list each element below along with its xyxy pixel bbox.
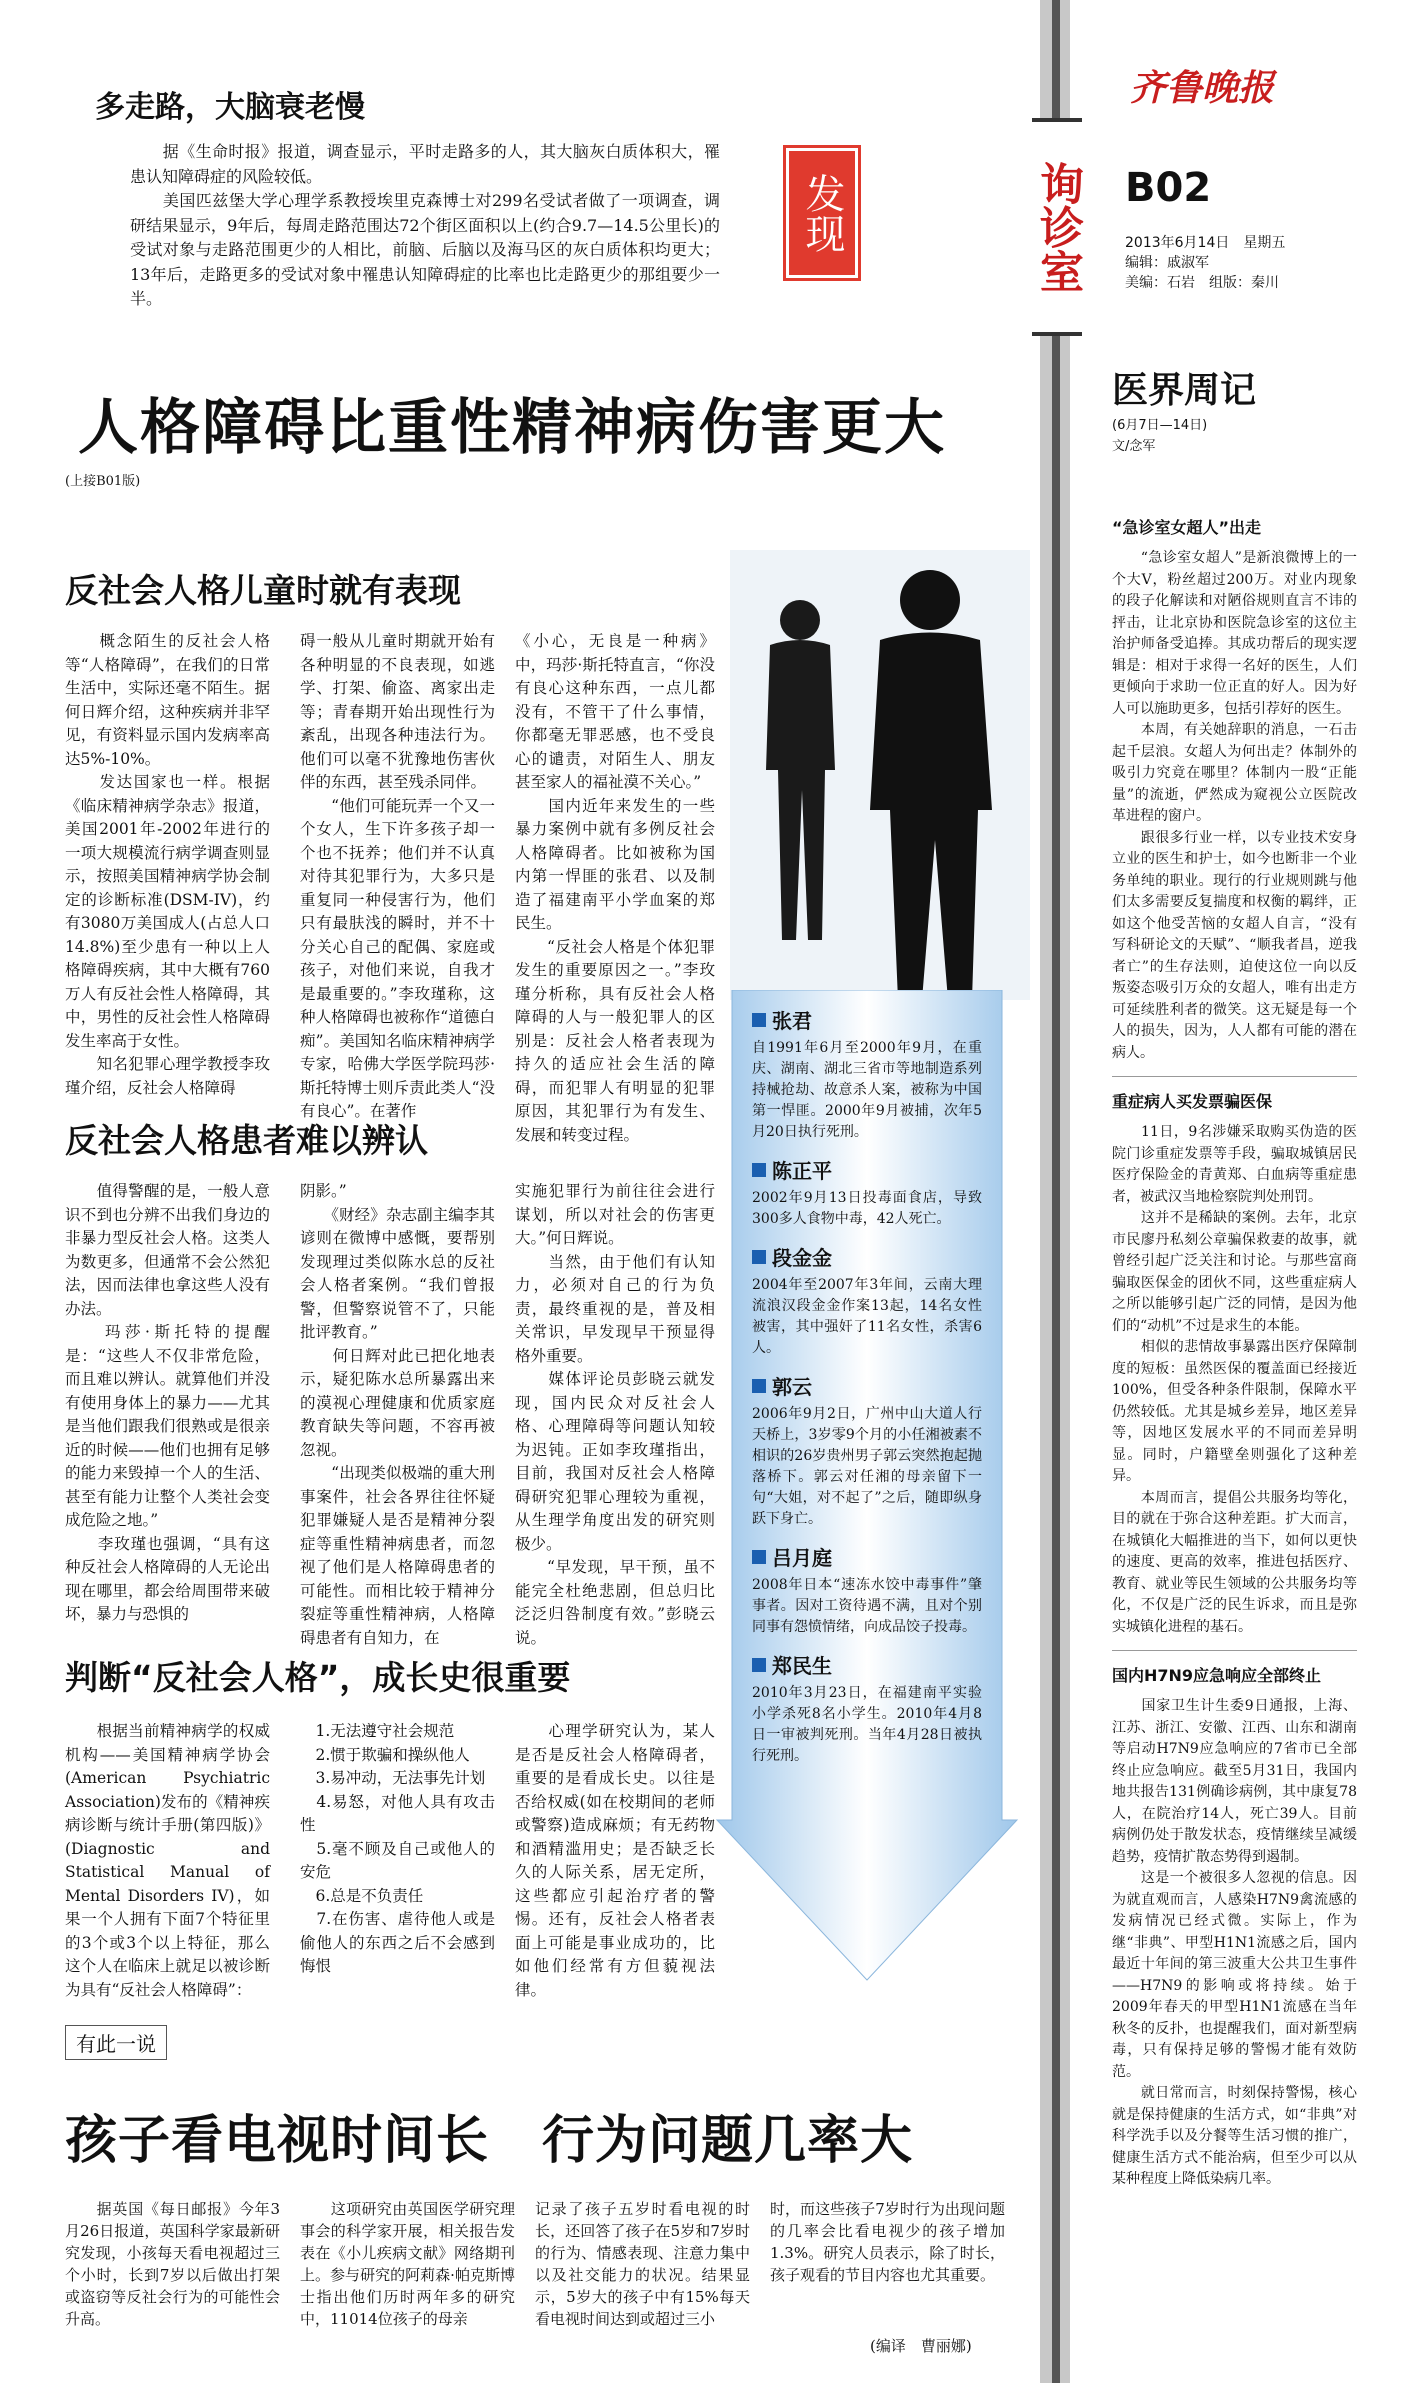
timeline-body: 2004年至2007年3年间，云南大理流浪汉段金金作案13起，14名女性被害，其中强奸了11名女性，杀害6人。 <box>752 1277 982 1356</box>
divider <box>1112 1650 1357 1651</box>
timeline-name: 陈正平 <box>772 1159 832 1183</box>
section1-title: 反社会人格儿童时就有表现 <box>65 571 461 610</box>
masthead-meta <box>1125 233 1285 293</box>
weekly-item-body: 国家卫生计生委9日通报，上海、江苏、浙江、安徽、江西、山东和湖南等启动H7N9应急响应的7省市已全部终止应急响应。截至5月31日，我国内地共报告131例确诊病例，其中康复78人，在院治疗14人，死亡39人。目前病例仍处于散发状态，疫情继续呈减缓趋势，疫情扩散态势得到遏制。 这是一个被很多人忽视的信息。因为就直观而言，人感染H7N9禽流感的发病情况已经式微。实际上，作为继“非典”、甲型H1N1流感之后，国内最近十年间的第三波重大公共卫生事件——H7N9的影响或将持续。始于2009年春天的甲型H1N1流感在当年秋冬的反扑，也提醒我们，面对新型病毒，只有保持足够的警惕才能有效防范。 就日常而言，时刻保持警惕，核心就是保持健康的生活方式，如“非典”对科学洗手以及分餐等生活习惯的推广，健康生活方式不能治病，但至少可以从某种程度上降低染病几率。 <box>1112 1698 1357 2187</box>
weekly-item-title: 重症病人买发票骗医保 <box>1112 1092 1273 1111</box>
section3-col3: 心理学研究认为，某人是否是反社会人格障碍者，重要的是看成长史。以往是否给权威(如在校期间的老师或警察)造成麻烦；有无药物和酒精滥用史；是否缺乏长久的人际关系，居无定所，这些都应引起治疗者的警惕。还有，反社会人格者表面上可能是事业成功的，比如他们经常有方但藐视法律。 <box>515 1722 715 1999</box>
section2-col1: 值得警醒的是，一般人意识不到也分辨不出我们身边的非暴力型反社会人格。这类人为数更多，但通常不会公然犯法，因而法律也拿这些人没有办法。 玛莎·斯托特的提醒是：“这些人不仅非常危险，而且难以辨认。就算他们并没有使用身体上的暴力——尤其是当他们跟我们很熟或是很亲近的时候——他们也拥有足够的能力来毁掉一个人的生活、甚至有能力让整个人类社会变成危险之地。” 李玫瑾也强调，“具有这种反社会人格障碍的人无论出现在哪里，都会给周围带来破坏，暴力与恐惧的 <box>65 1182 270 1623</box>
top-story-title: 多走路，大脑衰老慢 <box>95 90 365 125</box>
editor-line: 编辑：戚淑军 <box>1125 255 1209 271</box>
section1-col3: 《小心，无良是一种病》中，玛莎·斯托特直言，“你没有良心这种东西，一点儿都没有，不管干了什么事情，你都毫无罪恶感，也不受良心的谴责，对陌生人、朋友甚至家人的福祉漠不关心。” 国内近年来发生的一些暴力案例中就有多例反社会人格障碍者。比如被称为国内第一悍匪的张君、以及制造了福建南平小学血案的郑民生。 “反社会人格是个体犯罪发生的重要原因之一。”李玫瑾分析称，具有反社会人格障碍的人与一般犯罪人的区别是：反社会人格者表现为持久的适应社会生活的障碍，而犯罪人有明显的犯罪原因，其犯罪行为有发生、发展和转变过程。 <box>515 632 715 1144</box>
timeline-body: 2006年9月2日，广州中山大道人行天桥上，3岁零9个月的小任湘被素不相识的26岁贵州男子郭云突然抱起抛落桥下。郭云对任湘的母亲留下一句“大姐，对不起了”之后，随即纵身跃下身亡。 <box>752 1406 982 1527</box>
bullet-square-icon <box>752 1250 766 1264</box>
bottom-col3: 记录了孩子五岁时看电视的时长，还回答了孩子在5岁和7岁时的行为、情感表现、注意力集中以及社交能力的状况。结果显示，5岁大的孩子中有15%每天看电视时间达到或超过三小 <box>535 2200 750 2328</box>
weekly-author: 文/念军 <box>1112 439 1156 454</box>
bullet-square-icon <box>752 1163 766 1177</box>
timeline-name: 郭云 <box>772 1375 812 1399</box>
timeline-item <box>752 1005 982 1143</box>
top-story-body: 据《生命时报》报道，调查显示，平时走路多的人，其大脑灰白质体积大，罹患认知障碍症的风险较低。 美国匹兹堡大学心理学系教授埃里克森博士对299名受试者做了一项调查，调研结果显示，9年后，每周走路范围达72个街区面积以上(约合9.7—14.5公里长)的受试对象与走路范围更少的人相比，前脑、后脑以及海马区的灰白质体积均更大；13年后，走路更多的受试对象中罹患认知障碍症的比率也比走路更少的那组要少一半。 <box>130 142 720 308</box>
column-tag: 有此一说 <box>65 2025 167 2060</box>
timeline-body: 自1991年6月至2000年9月，在重庆、湖南、湖北三省市等地制造系列持械抢劫、故意杀人案，被称为中国第一悍匪。2000年9月被捕，次年5月20日执行死刑。 <box>752 1040 982 1140</box>
weekly-meta <box>1112 415 1207 457</box>
section-label: 询诊室 <box>1032 118 1082 336</box>
timeline-name: 郑民生 <box>772 1654 832 1678</box>
weekly-dates: (6月7日—14日) <box>1112 418 1208 433</box>
bottom-col4: 时，而这些孩子7岁时行为出现问题的几率会比看电视少的孩子增加1.3%。研究人员表示，除了时长，孩子观看的节目内容也尤其重要。 <box>770 2200 1005 2284</box>
weekly-item-body: 11日，9名涉嫌采取购买伪造的医院门诊重症发票等手段，骗取城镇居民医疗保险金的青黄郑、白血病等重症患者，被武汉当地检察院判处刑罚。 这并不是稀缺的案例。去年，北京市民廖丹私刻公章骗保救妻的故事，就曾经引起广泛关注和讨论。与那些富商骗取医保金的团伙不同，这些重症病人之所以能够引起广泛的同情，是因为他们的“动机”不过是求生的本能。 相似的悲情故事暴露出医疗保障制度的短板：虽然医保的覆盖面已经接近100%，但受各种条件限制，保障水平仍然较低。尤其是城乡差异，地区差异等，因地区发展水平的不同而差异明显。同时，户籍壁垒则强化了这种差异。 本周而言，提倡公共服务均等化，目的就在于弥合这种差距。扩大而言，在城镇化大幅推进的当下，如何以更快的速度、更高的效率，推进包括医疗、教育、就业等民生领域的公共服务均等化，不仅是广泛的民生诉求，而且是弥实城镇化进程的基石。 <box>1112 1124 1357 1635</box>
issue-date: 2013年6月14日 星期五 <box>1125 235 1286 251</box>
timeline-item <box>752 1242 982 1359</box>
newspaper-logo: 齐鲁晚报 <box>1130 67 1275 109</box>
timeline-item <box>752 1155 982 1230</box>
timeline-body: 2008年日本“速冻水饺中毒事件”肇事者。因对工资待遇不满，且对个别同事有怨愤情绪，向成品饺子投毒。 <box>752 1577 982 1635</box>
bullet-square-icon <box>752 1379 766 1393</box>
continued-note: (上接B01版) <box>65 474 141 489</box>
section2-title: 反社会人格患者难以辨认 <box>65 1121 428 1160</box>
sidebar-divider-inner <box>1052 0 1060 2383</box>
timeline-body: 2002年9月13日投毒面食店，导致300多人食物中毒，42人死亡。 <box>752 1190 982 1227</box>
section1-col1: 概念陌生的反社会人格等“人格障碍”，在我们的日常生活中，实际还毫不陌生。据何日辉介绍，这种疾病并非罕见，有资料显示国内发病率高达5%-10%。 发达国家也一样。根据《临床精神病学杂志》报道，美国2001年-2002年进行的一项大规模流行病学调查则显示，按照美国精神病学协会制定的诊断标准(DSM-IV)，约有3080万美国成人(占总人口14.8%)至少患有一种以上人格障碍疾病，其中大概有760万人有反社会性人格障碍，其中，男性的反社会性人格障碍发生率高于女性。 知名犯罪心理学教授李玫瑾介绍，反社会人格障碍 <box>65 632 270 1097</box>
weekly-item-title: 国内H7N9应急响应全部终止 <box>1112 1666 1322 1685</box>
bottom-byline: (编译 曹丽娜) <box>870 2337 972 2355</box>
timeline-list <box>752 1005 982 1779</box>
section3-col2: 1.无法遵守社会规范 2.惯于欺骗和操纵他人 3.易冲动，无法事先计划 4.易怒，对他人具有攻击性 5.毫不顾及自己或他人的安危 6.总是不负责任 7.在伤害、虐待他人或是偷他人的东西之后不会感到悔恨 <box>300 1722 495 1975</box>
businessmen-illustration <box>730 540 1040 1010</box>
page-number: B02 <box>1125 165 1212 211</box>
section3-col1: 根据当前精神病学的权威机构——美国精神病学协会(American Psychiatric Association)发布的《精神疾病诊断与统计手册(第四版)》(Diagnostic and Statistical Manual of Mental Disorders IV)，如果一个人拥有下面7个特征里的3个或3个以上特征，那么这个人在临床上就足以被诊断为具有“反社会人格障碍”： <box>65 1722 275 1999</box>
layout-line: 美编：石岩 组版：秦川 <box>1125 275 1279 291</box>
weekly-title: 医界周记 <box>1112 370 1257 411</box>
weekly-item-body: “急诊室女超人”是新浪微博上的一个大V，粉丝超过200万。对业内现象的段子化解读和对陋俗规则直言不讳的抨击，让北京协和医院急诊室的这位主治护师备受追捧。其成功帮后的现实逻辑是：相对于求得一名好的医生，人们更倾向于求助一位正直的好人。因为好人可以施助更多，包括引荐好的医生。 本周，有关她辞职的消息，一石击起千层浪。女超人为何出走？体制外的吸引力究竟在哪里？体制内一股“正能量”的流逝，俨然成为窥视公立医院改革进程的窗户。 跟很多行业一样，以专业技术安身立业的医生和护士，如今也断非一个业务单纯的职业。现行的行业规则跳与他们太多需要反复揣度和权衡的羁绊，正如这个他受苦恼的女超人自言，“没有写科研论文的天赋”、“顺我者昌，逆我者亡”的生存法则，迫使这位一向以反叛姿态吸引万众的女超人，唯有出走方可延续胜利者的微笑。这无疑是每一个人的损失，因为，人人都有可能的潜在病人。 <box>1112 550 1357 1061</box>
section2-col3: 实施犯罪行为前往往会进行谋划，所以对社会的伤害更大。”何日辉说。 当然，由于他们有认知力，必须对自己的行为负责，最终重视的是，普及相关常识，早发现早干预显得格外重要。 媒体评论员彭晓云就发现，国内民众对反社会人格、心理障碍等问题认知较为迟钝。正如李玫瑾指出，目前，我国对反社会人格障碍研究犯罪心理较为重视，从生理学角度出发的研究则极少。 “早发现，早干预，虽不能完全杜绝悲剧，但总归比泛泛归咎制度有效。”彭晓云说。 <box>515 1182 715 1647</box>
timeline-name: 吕月庭 <box>772 1546 832 1570</box>
bullet-square-icon <box>752 1013 766 1027</box>
bottom-col1: 据英国《每日邮报》今年3月26日报道，英国科学家最新研究发现，小孩每天看电视超过三个小时，长到7岁以后做出打架或盗窃等反社会行为的可能性会升高。 <box>65 2200 280 2328</box>
timeline-name: 张君 <box>772 1009 812 1033</box>
timeline-name: 段金金 <box>772 1246 832 1270</box>
timeline-item <box>752 1650 982 1767</box>
bullet-square-icon <box>752 1550 766 1564</box>
timeline-body: 2010年3月23日，在福建南平实验小学杀死8名小学生。2010年4月8日一审被判死刑。当年4月28日被执行死刑。 <box>752 1685 982 1764</box>
main-headline: 人格障碍比重性精神病伤害更大 <box>78 393 946 463</box>
timeline-item <box>752 1371 982 1530</box>
section2-col2: 阴影。” 《财经》杂志副主编李其谚则在微博中感慨，要帮别发现理过类似陈水总的反社会人格者案例。“我们曾报警，但警察说管不了，只能批评教育。” 何日辉对此已把化地表示，疑犯陈水总所暴露出来的漠视心理健康和优质家庭教育缺失等问题，不容再被忽视。 “出现类似极端的重大刑事案件，社会各界往往怀疑犯罪嫌疑人是否是精神分裂症等重性精神病患者，而忽视了他们是人格障碍患者的可能性。而相比较于精神分裂症等重性精神病，人格障碍患者有自知力，在 <box>300 1182 495 1647</box>
section3-title: 判断“反社会人格”，成长史很重要 <box>65 1658 571 1697</box>
bottom-col2: 这项研究由英国医学研究理事会的科学家开展，相关报告发表在《小儿疾病文献》网络期刊上。参与研究的阿莉森·帕克斯博士指出他们历时两年多的研究中，11014位孩子的母亲 <box>300 2200 515 2328</box>
bullet-square-icon <box>752 1658 766 1672</box>
section1-col2: 碍一般从儿童时期就开始有各种明显的不良表现，如逃学、打架、偷盗、离家出走等；青春期开始出现性行为紊乱，出现各种违法行为。他们可以毫不犹豫地伤害伙伴的东西，甚至残杀同伴。 “他们可能玩弄一个又一个女人，生下许多孩子却一个也不抚养；他们并不认真对待其犯罪行为，大多只是重复同一种侵害行为，他们只有最肤浅的瞬时，并不十分关心自己的配偶、家庭或孩子，对他们来说，自我才是最重要的。”李玫瑾称，这种人格障碍也被称作“道德白痴”。美国知名临床精神病学专家，哈佛大学医学院玛莎·斯托特博士则斥责此类人“没有良心”。在著作 <box>300 632 495 1120</box>
weekly-item-title: “急诊室女超人”出走 <box>1112 518 1262 537</box>
found-badge: 发现 <box>783 145 861 281</box>
timeline-item <box>752 1542 982 1638</box>
weekly-column <box>1112 515 1357 2191</box>
divider <box>1112 1076 1357 1077</box>
bottom-headline: 孩子看电视时间长 行为问题几率大 <box>65 2111 914 2171</box>
